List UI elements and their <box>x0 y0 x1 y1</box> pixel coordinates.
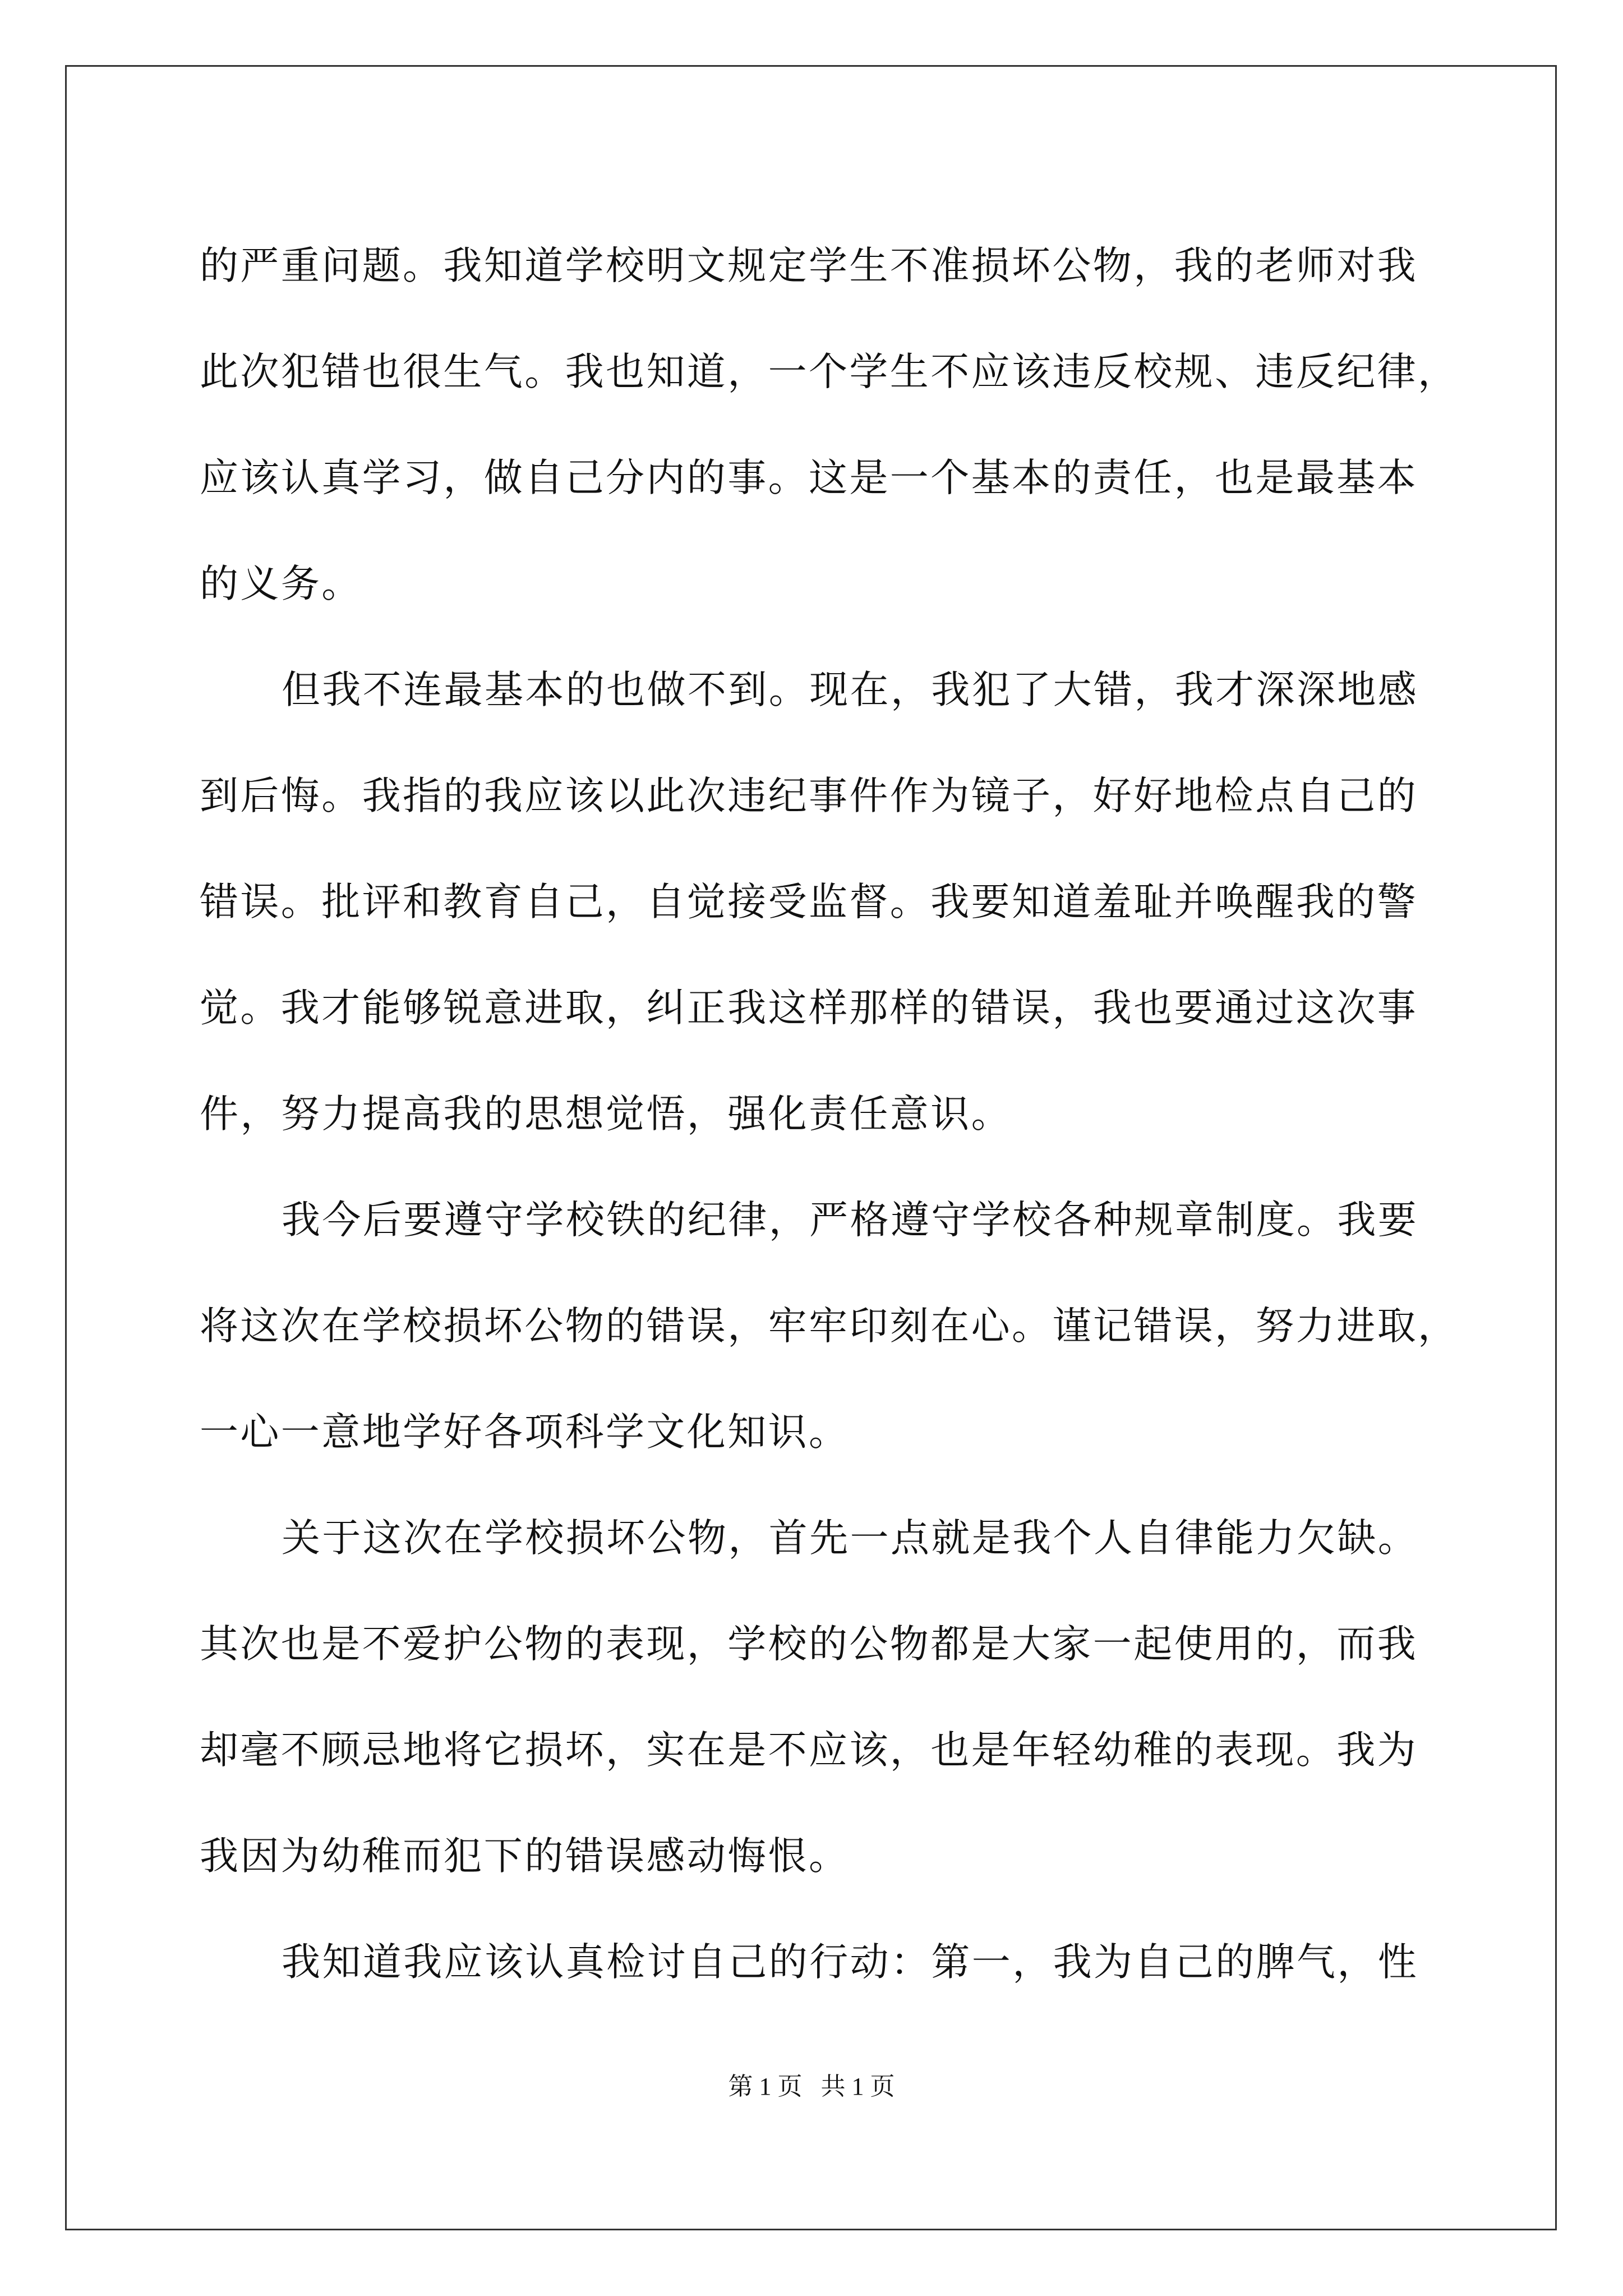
paragraph-1 <box>200 213 1459 637</box>
text-line: 我因为幼稚而犯下的错误感动悔恨。 <box>200 1834 850 1879</box>
text-line: 我知道我应该认真检讨自己的行动：第一，我为自己的脾气，性 <box>282 1940 1419 1985</box>
paragraph-2 <box>200 637 1424 1167</box>
text-line: 却毫不顾忌地将它损坏，实在是不应该，也是年轻幼稚的表现。我为 <box>200 1728 1418 1773</box>
paragraph-5 <box>200 1910 1424 2016</box>
text-line: 的严重问题。我知道学校明文规定学生不准损坏公物，我的老师对我 <box>200 243 1418 288</box>
text-line: 错误。批评和教育自己，自觉接受监督。我要知道羞耻并唤醒我的警 <box>200 880 1418 924</box>
page-number-footer: 第 1 页 共 1 页 <box>728 2073 895 2100</box>
text-line: 此次犯错也很生气。我也知道，一个学生不应该违反校规、违反纪律， <box>200 349 1459 394</box>
text-line: 一心一意地学好各项科学文化知识。 <box>200 1410 850 1455</box>
text-line: 件，努力提高我的思想觉悟，强化责任意识。 <box>200 1092 1012 1137</box>
text-line: 我今后要遵守学校铁的纪律，严格遵守学校各种规章制度。我要 <box>282 1198 1419 1243</box>
document-body <box>200 213 1459 2016</box>
text-line: 应该认真学习，做自己分内的事。这是一个基本的责任，也是最基本 <box>200 455 1418 500</box>
text-line: 的义务。 <box>200 562 362 606</box>
paragraph-3 <box>200 1167 1459 1485</box>
text-line: 其次也是不爱护公物的表现，学校的公物都是大家一起使用的，而我 <box>200 1622 1418 1667</box>
text-line: 但我不连最基本的也做不到。现在，我犯了大错，我才深深地感 <box>282 668 1419 712</box>
text-line: 到后悔。我指的我应该以此次违纪事件作为镜子，好好地检点自己的 <box>200 774 1418 818</box>
paragraph-4 <box>200 1485 1424 1910</box>
text-line: 将这次在学校损坏公物的错误，牢牢印刻在心。谨记错误，努力进取， <box>200 1304 1459 1349</box>
text-line: 关于这次在学校损坏公物，首先一点就是我个人自律能力欠缺。 <box>282 1516 1419 1561</box>
text-line: 觉。我才能够锐意进取，纠正我这样那样的错误，我也要通过这次事 <box>200 986 1418 1030</box>
